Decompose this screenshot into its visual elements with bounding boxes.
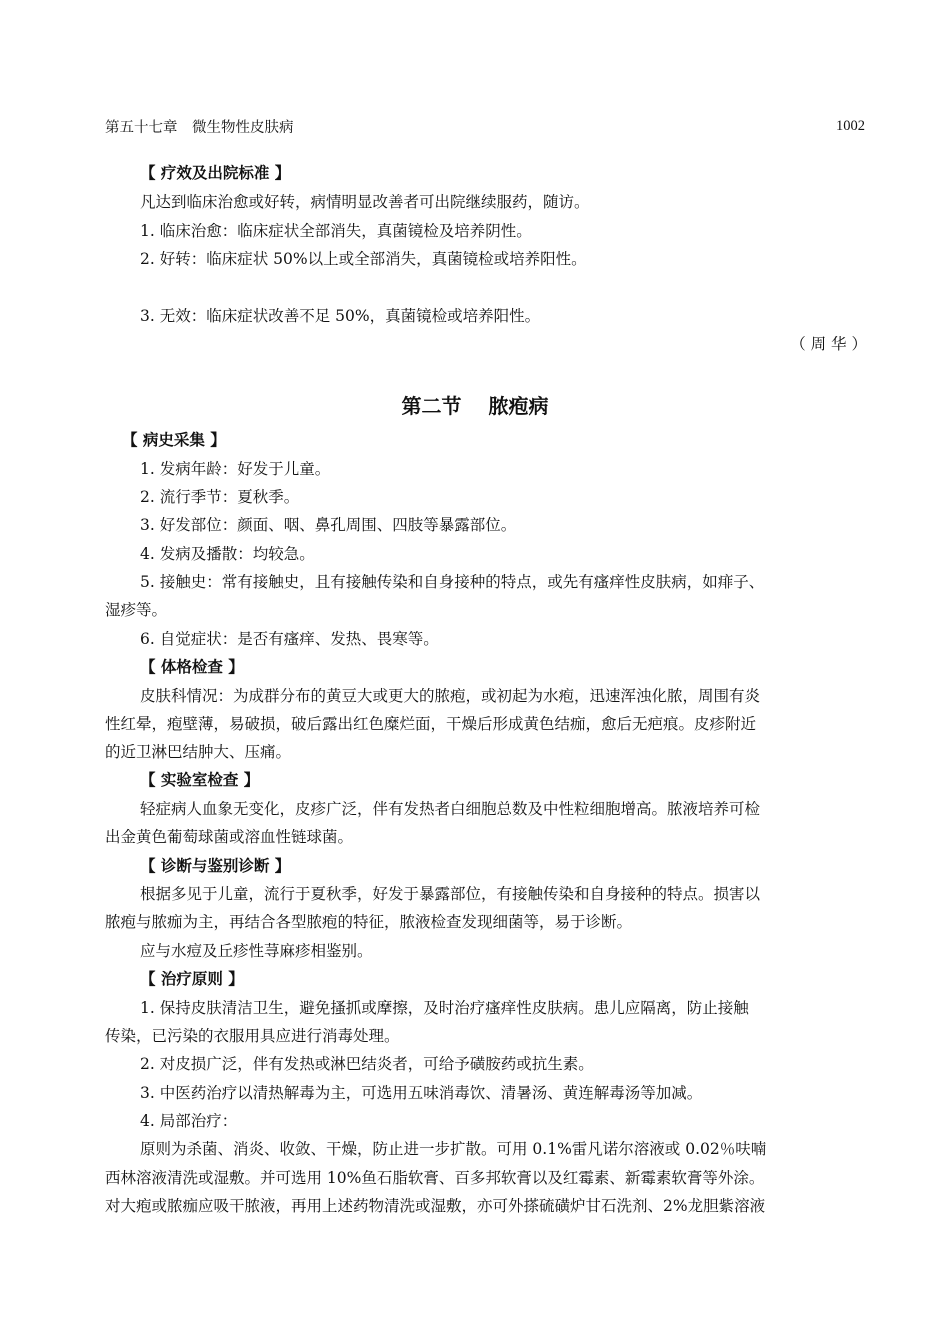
text-line: 根据多见于儿童，流行于夏秋季，好发于暴露部位，有接触传染和自身接种的特点。损害以 <box>140 885 761 903</box>
section-heading: 【 病史采集 】 <box>122 431 226 449</box>
text-line: 5. 接触史：常有接触史，且有接触传染和自身接种的特点，或先有瘙痒性皮肤病，如痱子、 <box>140 573 765 591</box>
text-line: 3. 中医药治疗以清热解毒为主，可选用五味消毒饮、清暑汤、黄连解毒汤等加减。 <box>140 1084 703 1102</box>
text-line: 应与水痘及丘疹性荨麻疹相鉴别。 <box>140 942 373 960</box>
text-line: 的近卫淋巴结肿大、压痛。 <box>105 743 292 761</box>
text-line: 湿疹等。 <box>105 601 168 619</box>
section-title: 第二节 脓疱病 <box>401 394 549 418</box>
text-line: 传染，已污染的衣服用具应进行消毒处理。 <box>105 1027 400 1045</box>
text-line: 皮肤科情况：为成群分布的黄豆大或更大的脓疱，或初起为水疱，迅速浑浊化脓，周围有炎 <box>140 687 761 705</box>
text-line: 2. 好转：临床症状 50%以上或全部消失，真菌镜检或培养阳性。 <box>140 250 587 268</box>
section-heading: 【 诊断与鉴别诊断 】 <box>140 857 291 875</box>
section-heading: 【 疗效及出院标准 】 <box>140 164 291 182</box>
text-line: 4. 发病及播散：均较急。 <box>140 545 315 563</box>
text-line: 出金黄色葡萄球菌或溶血性链球菌。 <box>105 828 354 846</box>
section-heading: 【 实验室检查 】 <box>140 771 260 789</box>
text-line: 性红晕，疱壁薄，易破损，破后露出红色糜烂面，干燥后形成黄色结痂，愈后无疤痕。皮疹附近 <box>105 715 757 733</box>
text-line: 1. 发病年龄：好发于儿童。 <box>140 460 331 478</box>
text-line: 1. 临床治愈：临床症状全部消失，真菌镜检及培养阴性。 <box>140 222 532 240</box>
text-line: 原则为杀菌、消炎、收敛、干燥，防止进一步扩散。可用 0.1%雷凡诺尔溶液或 0.02％呋喃 <box>140 1140 767 1158</box>
text-line: 3. 无效：临床症状改善不足 50%，真菌镜检或培养阳性。 <box>140 307 541 325</box>
text-line: 2. 流行季节：夏秋季。 <box>140 488 300 506</box>
section-heading: 【 治疗原则 】 <box>140 970 244 988</box>
page-number: 1002 <box>836 118 865 134</box>
text-line: 西林溶液清洗或湿敷。并可选用 10%鱼石脂软膏、百多邦软膏以及红霉素、新霉素软膏等外涂。 <box>105 1169 765 1187</box>
text-line: （ 周 华 ） <box>790 335 867 353</box>
chapter-title: 第五十七章 微生物性皮肤病 <box>105 120 294 136</box>
text-line: 3. 好发部位：颜面、咽、鼻孔周围、四肢等暴露部位。 <box>140 516 517 534</box>
text-line: 轻症病人血象无变化，皮疹广泛，伴有发热者白细胞总数及中性粒细胞增高。脓液培养可检 <box>140 800 761 818</box>
text-line: 6. 自觉症状：是否有瘙痒、发热、畏寒等。 <box>140 630 439 648</box>
text-line: 凡达到临床治愈或好转，病情明显改善者可出院继续服药，随访。 <box>140 193 590 211</box>
text-line: 1. 保持皮肤清洁卫生，避免搔抓或摩擦，及时治疗瘙痒性皮肤病。患儿应隔离，防止接触 <box>140 999 749 1017</box>
text-line: 对大疱或脓痂应吸干脓液，再用上述药物清洗或湿敷，亦可外搽硫磺炉甘石洗剂、2%龙胆紫溶液 <box>105 1197 766 1215</box>
text-line: 脓疱与脓痂为主，再结合各型脓疱的特征，脓液检查发现细菌等，易于诊断。 <box>105 913 633 931</box>
text-line: 2. 对皮损广泛，伴有发热或淋巴结炎者，可给予磺胺药或抗生素。 <box>140 1055 594 1073</box>
section-heading: 【 体格检查 】 <box>140 658 244 676</box>
text-line: 4. 局部治疗： <box>140 1112 238 1130</box>
